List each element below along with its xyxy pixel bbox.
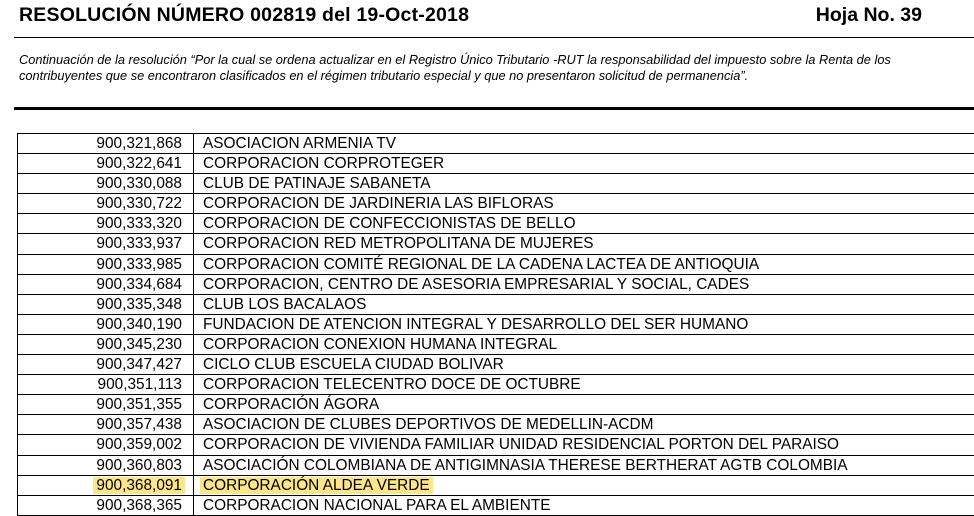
- name-cell: [194, 435, 974, 454]
- entity-name: CORPORACION RED METROPOLITANA DE MUJERES: [203, 235, 594, 253]
- nit-value: 900,340,190: [96, 315, 182, 333]
- name-cell: [194, 315, 974, 334]
- table-row: [18, 214, 974, 234]
- nit-cell: [18, 415, 194, 434]
- table-row: [18, 154, 974, 174]
- nit-cell: [18, 355, 194, 374]
- table-row: [18, 234, 974, 254]
- entity-name: CICLO CLUB ESCUELA CIUDAD BOLIVAR: [203, 356, 504, 374]
- nit-cell: [18, 174, 194, 193]
- nit-cell: [18, 134, 194, 153]
- name-cell: [194, 395, 974, 414]
- table-row: [18, 415, 974, 435]
- entity-name: ASOCIACION ARMENIA TV: [203, 135, 396, 152]
- entity-name: CORPORACION DE JARDINERIA LAS BIFLORAS: [203, 195, 554, 213]
- name-cell: [194, 174, 974, 193]
- name-cell: [194, 375, 974, 394]
- table-row: [18, 275, 974, 295]
- entity-name-highlighted: CORPORACIÓN ALDEA VERDE: [200, 477, 433, 494]
- entity-name: ASOCIACIÓN COLOMBIANA DE ANTIGIMNASIA THERESE BERTHERAT AGTB COLOMBIA: [203, 456, 848, 474]
- table-row: [18, 134, 974, 154]
- name-cell: [194, 255, 974, 274]
- table-row: [18, 335, 974, 355]
- nit-cell: [18, 476, 194, 495]
- resolution-title: RESOLUCIÓN NÚMERO 002819 del 19-Oct-2018: [19, 4, 470, 26]
- entity-name: FUNDACION DE ATENCION INTEGRAL Y DESARROLLO DEL SER HUMANO: [203, 315, 749, 333]
- entity-name: CORPORACION NACIONAL PARA EL AMBIENTE: [203, 496, 551, 514]
- table-row: [18, 435, 974, 455]
- table-row: [18, 174, 974, 194]
- table-row: [18, 295, 974, 315]
- nit-value: 900,347,427: [96, 356, 182, 374]
- name-cell: [194, 214, 974, 233]
- name-cell: [194, 415, 974, 434]
- table-row-highlighted: [18, 476, 974, 496]
- nit-value: 900,360,803: [96, 456, 182, 474]
- name-cell: [194, 355, 974, 374]
- nit-value: 900,335,348: [96, 295, 182, 313]
- nit-value: 900,333,985: [96, 255, 182, 273]
- nit-cell: [18, 395, 194, 414]
- header-divider: [14, 37, 974, 38]
- nit-value: 900,334,684: [96, 275, 182, 293]
- table-row: [18, 355, 974, 375]
- name-cell: [194, 275, 974, 294]
- nit-value: 900,333,937: [96, 235, 182, 253]
- section-divider: [14, 107, 974, 110]
- table-row: [18, 375, 974, 395]
- nit-cell: [18, 375, 194, 394]
- entity-name: CORPORACION CORPROTEGER: [203, 155, 445, 173]
- nit-value: 900,345,230: [96, 335, 182, 353]
- nit-cell: [18, 435, 194, 454]
- table-row: [18, 456, 974, 476]
- nit-cell: [18, 295, 194, 314]
- entity-name: CORPORACION TELECENTRO DOCE DE OCTUBRE: [203, 376, 581, 394]
- nit-value: 900,333,320: [96, 215, 182, 233]
- name-cell: [194, 335, 974, 354]
- table-row: [18, 255, 974, 275]
- nit-value: 900,321,868: [96, 135, 182, 152]
- entity-name: ASOCIACION DE CLUBES DEPORTIVOS DE MEDELLIN-ACDM: [203, 416, 654, 434]
- entity-name: CORPORACIÓN ÁGORA: [203, 396, 380, 414]
- nit-cell: [18, 154, 194, 173]
- nit-cell: [18, 335, 194, 354]
- name-cell: [194, 496, 974, 515]
- entity-name: CORPORACION COMITÉ REGIONAL DE LA CADENA LACTEA DE ANTIOQUIA: [203, 255, 760, 273]
- name-cell: [194, 234, 974, 253]
- nit-value: 900,330,088: [96, 175, 182, 193]
- table-row: [18, 395, 974, 415]
- contributors-table: [17, 133, 974, 516]
- resolution-intro: Continuación de la resolución “Por la cual se ordena actualizar en el Registro Único Tributario -RUT la responsabilidad del impuesto sobre la Renta de los contribuyentes que se encontraron clasificados en el régimen tributario especial y que no presentaron solicitud de permanencia”.: [19, 52, 891, 83]
- nit-cell: [18, 496, 194, 515]
- nit-value: 900,351,355: [96, 396, 182, 414]
- nit-cell: [18, 275, 194, 294]
- nit-cell: [18, 315, 194, 334]
- entity-name: CORPORACION, CENTRO DE ASESORIA EMPRESARIAL Y SOCIAL, CADES: [203, 275, 750, 293]
- entity-name: CLUB LOS BACALAOS: [203, 295, 367, 313]
- nit-cell: [18, 234, 194, 253]
- nit-value-highlighted: 900,368,091: [93, 477, 185, 494]
- name-cell: [194, 476, 974, 495]
- nit-cell: [18, 456, 194, 475]
- table-row: [18, 315, 974, 335]
- nit-value: 900,322,641: [96, 155, 182, 173]
- nit-value: 900,351,113: [97, 376, 182, 394]
- nit-cell: [18, 255, 194, 274]
- name-cell: [194, 456, 974, 475]
- name-cell: [194, 154, 974, 173]
- nit-cell: [18, 214, 194, 233]
- nit-value: 900,330,722: [96, 195, 182, 213]
- entity-name: CORPORACION CONEXION HUMANA INTEGRAL: [203, 335, 558, 353]
- table-row: [18, 194, 974, 214]
- sheet-number: Hoja No. 39: [815, 4, 922, 26]
- nit-cell: [18, 194, 194, 213]
- name-cell: [194, 295, 974, 314]
- name-cell: [194, 194, 974, 213]
- entity-name: CLUB DE PATINAJE SABANETA: [203, 175, 431, 193]
- nit-value: 900,359,002: [96, 436, 182, 454]
- entity-name: CORPORACION DE CONFECCIONISTAS DE BELLO: [203, 215, 576, 233]
- nit-value: 900,357,438: [96, 416, 182, 434]
- entity-name: CORPORACION DE VIVIENDA FAMILIAR UNIDAD RESIDENCIAL PORTON DEL PARAISO: [203, 436, 839, 454]
- name-cell: [194, 134, 974, 153]
- nit-value: 900,368,365: [96, 496, 182, 514]
